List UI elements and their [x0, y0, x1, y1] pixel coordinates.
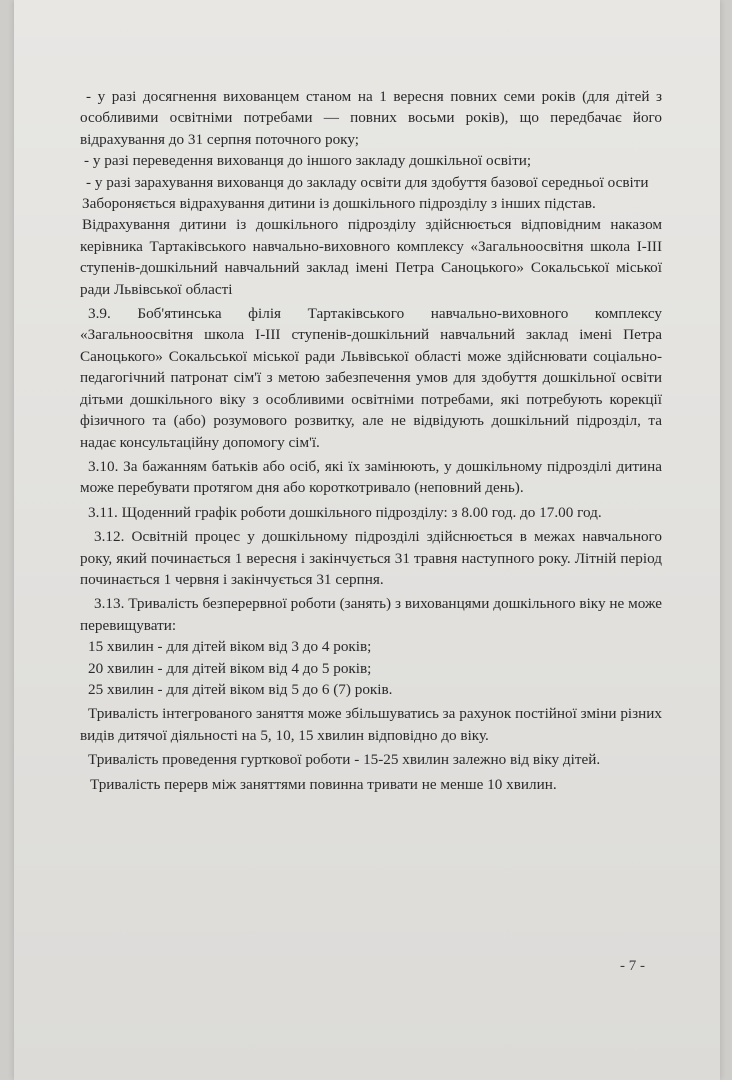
paragraph-withdrawal-order: Відрахування дитини із дошкільного підрозділу здійснюється відповідним наказом керівника Тартаківського навчально-виховного комплексу «Загальноосвітня школа І-ІІІ ступенів-дошкільний навчальний заклад імені Петра Саноцького» Сокальської міської ради Львівської області — [80, 216, 662, 298]
document-body — [80, 86, 662, 795]
paragraph-3-12: 3.12. Освітній процес у дошкільному підрозділі здійснюється в межах навчального року, який починається 1 вересня і закінчується 31 травня наступного року. Літній період починається 1 червня і закінчується 31 серпня. — [80, 528, 662, 588]
list-item-duration-3-4: 15 хвилин - для дітей віком від 3 до 4 років; — [88, 638, 372, 656]
paragraph-integrated-lesson: Тривалість інтегрованого заняття може збільшуватись за рахунок постійної зміни різних видів дитячої діяльності на 5, 10, 15 хвилин відповідно до віку. — [80, 705, 662, 744]
paragraph-withdrawal-enrollment: - у разі зарахування вихованця до закладу освіти для здобуття базової середньої освіти — [86, 173, 649, 191]
document-page — [14, 0, 720, 1080]
paragraph-3-13: 3.13. Тривалість безперервної роботи (занять) з вихованцями дошкільного віку не може перевищувати: — [80, 595, 662, 634]
paragraph-club-work: Тривалість проведення гурткової роботи - 15-25 хвилин залежно від віку дітей. — [88, 751, 601, 769]
paragraph-withdrawal-prohibition: Забороняється відрахування дитини із дошкільного підрозділу з інших підстав. — [82, 195, 596, 213]
list-item-duration-5-7: 25 хвилин - для дітей віком від 5 до 6 (7) років. — [88, 680, 393, 698]
page-number: - 7 - — [620, 958, 645, 974]
paragraph-3-10: 3.10. За бажанням батьків або осіб, які їх замінюють, у дошкільному підрозділі дитина може перебувати протягом дня або короткотривало (неповний день). — [80, 457, 662, 497]
paragraph-withdrawal-transfer: - у разі переведення вихованця до іншого закладу дошкільної освіти; — [84, 152, 532, 170]
paragraph-withdrawal-age: - у разі досягнення вихованцем станом на 1 вересня повних семи років (для дітей з особливими освітніми потребами — повних восьми років), що передбачає його відрахування до 31 серпня поточного року; — [80, 88, 662, 148]
paragraph-3-11: 3.11. Щоденний графік роботи дошкільного підрозділу: з 8.00 год. до 17.00 год. — [88, 503, 602, 521]
paragraph-breaks: Тривалість перерв між заняттями повинна тривати не менше 10 хвилин. — [90, 775, 557, 793]
paragraph-3-9: 3.9. Боб'ятинська філія Тартаківського навчально-виховного комплексу «Загальноосвітня школа І-ІІІ ступенів-дошкільний навчальний заклад імені Петра Саноцького» Сокальської міської ради Львівської області може здійснювати соціально-педагогічний патронат сім'ї з метою забезпечення умов для здобуття дошкільної освіти дітьми дошкільного віку з особливими освітніми потребами, які потребують корекції фізичного та (або) розумового розвитку, але не відвідують дошкільний підрозділ, та надає консультаційну допомогу сім'ї. — [80, 305, 662, 451]
list-item-duration-4-5: 20 хвилин - для дітей віком від 4 до 5 років; — [88, 659, 372, 677]
